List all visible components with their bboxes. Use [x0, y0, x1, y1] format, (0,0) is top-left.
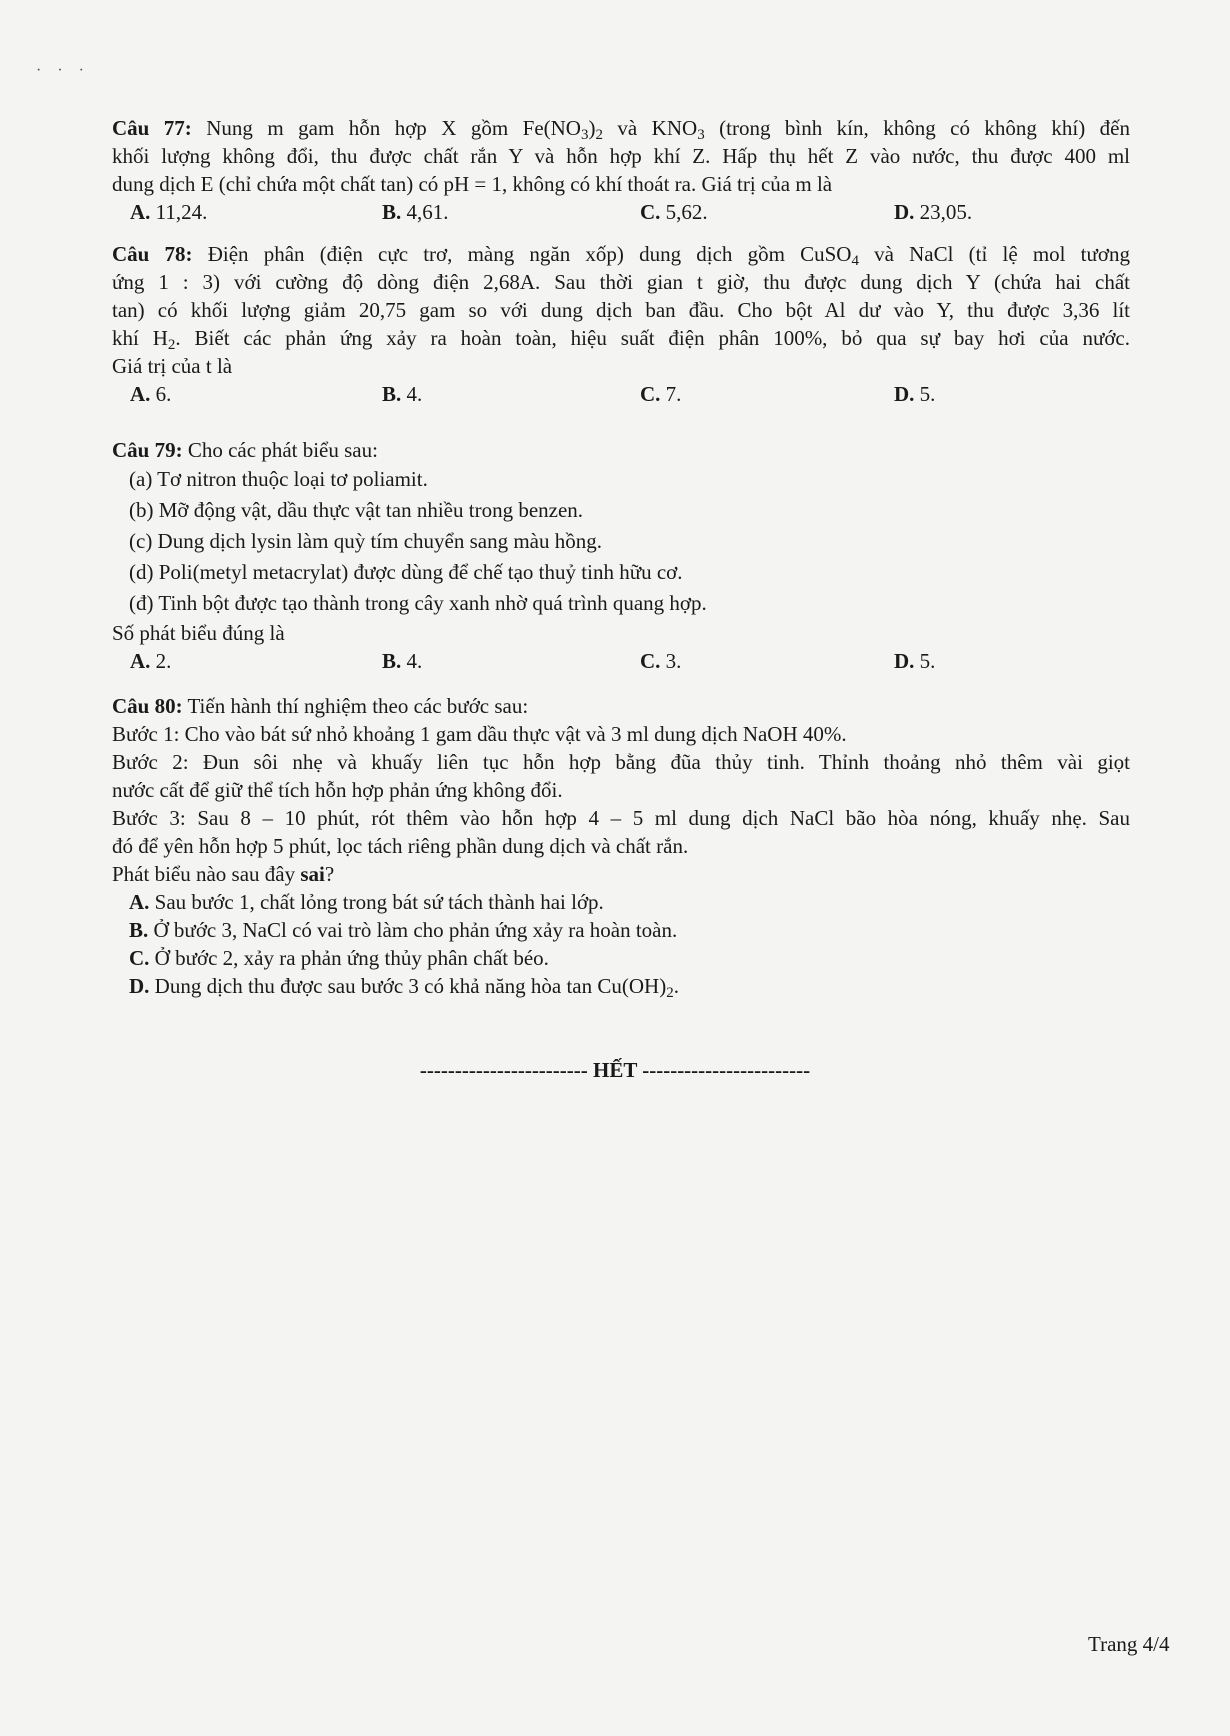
q79-statement-b: (b) Mỡ động vật, dầu thực vật tan nhiều trong benzen.: [129, 498, 584, 522]
q79-option-c: C. 3.: [640, 649, 682, 673]
page-number: Trang 4/4: [1088, 1632, 1170, 1656]
question-80: [112, 692, 1130, 1000]
q78-line1: Câu 78: Điện phân (điện cực trơ, màng ngăn xốp) dung dịch gồm CuSO$_4$ và NaCl (tỉ lệ mol tương: [112, 242, 1130, 269]
scan-specks: · · ·: [36, 62, 90, 79]
q79-option-b: B. 4.: [382, 649, 423, 673]
q79-statement-c: (c) Dung dịch lysin làm quỳ tím chuyển sang màu hồng.: [129, 529, 603, 553]
q79-intro: Câu 79: Cho các phát biểu sau:: [112, 438, 378, 462]
q78-option-b: B. 4.: [382, 382, 423, 406]
q79-label: Câu 79:: [112, 438, 183, 462]
q80-option-a: A. Sau bước 1, chất lỏng trong bát sứ tách thành hai lớp.: [129, 890, 604, 914]
q79-statement-d: (d) Poli(metyl metacrylat) được dùng để chế tạo thuỷ tinh hữu cơ.: [129, 560, 683, 584]
q77-option-b: B. 4,61.: [382, 200, 449, 224]
q78-line4: khí $H_2$. Biết các phản ứng xảy ra hoàn toàn, hiệu suất điện phân 100%, bỏ qua sự bay hơi của nước.: [112, 326, 1130, 353]
q78-options: [112, 380, 1130, 408]
end-mark: ------------------------ HẾT ------------------------: [419, 1058, 811, 1082]
q80-option-b: B. Ở bước 3, NaCl có vai trò làm cho phản ứng xảy ra hoàn toàn.: [129, 918, 678, 942]
q78-option-c: C. 7.: [640, 382, 682, 406]
q78-option-d: D. 5.: [894, 382, 936, 406]
q77-line2: khối lượng không đổi, thu được chất rắn Y và hỗn hợp khí Z. Hấp thụ hết Z vào nước, thu được 400 ml: [112, 144, 1130, 168]
q78-line5: Giá trị của t là: [112, 354, 233, 378]
q77-line3: dung dịch E (chỉ chứa một chất tan) có pH = 1, không có khí thoát ra. Giá trị của m là: [112, 172, 833, 196]
q77-line1: Câu 77: Nung m gam hỗn hợp X gồm $Fe(NO_3)_2$ và $KNO_3$ (trong bình kín, không có không khí) đến: [112, 116, 1130, 143]
q80-step1: Bước 1: Cho vào bát sứ nhỏ khoảng 1 gam dầu thực vật và 3 ml dung dịch NaOH 40%.: [112, 722, 847, 746]
q77-option-c: C. 5,62.: [640, 200, 708, 224]
q78-option-a: A. 6.: [130, 382, 172, 406]
q79-statement-a: (a) Tơ nitron thuộc loại tơ poliamit.: [129, 467, 428, 491]
q78-line3: tan) có khối lượng giảm 20,75 gam so với dung dịch ban đầu. Cho bột Al dư vào Y, thu được 3,36 lít: [112, 298, 1130, 322]
question-79: [112, 436, 1130, 675]
q79-options: [112, 647, 1130, 675]
q78-line2: ứng 1 : 3) với cường độ dòng điện 2,68A. Sau thời gian t giờ, thu được dung dịch Y (chứa hai chất: [112, 270, 1130, 294]
q79-option-d: D. 5.: [894, 649, 936, 673]
q80-step2-line1: Bước 2: Đun sôi nhẹ và khuấy liên tục hỗn hợp bằng đũa thủy tinh. Thỉnh thoảng nhỏ thêm vài giọt: [112, 750, 1130, 774]
q80-step2-line2: nước cất để giữ thể tích hỗn hợp phản ứng không đổi.: [112, 778, 563, 802]
q80-step3-line1: Bước 3: Sau 8 – 10 phút, rót thêm vào hỗn hợp 4 – 5 ml dung dịch NaCl bão hòa nóng, khuấy nhẹ. Sau: [112, 806, 1130, 830]
q80-option-d: D. Dung dịch thu được sau bước 3 có khả năng hòa $\tan Cu(OH)_2$.: [129, 974, 679, 1001]
q77-options: [112, 198, 1130, 226]
q79-statement-dd: (đ) Tinh bột được tạo thành trong cây xanh nhờ quá trình quang hợp.: [129, 591, 707, 615]
q79-question: Số phát biểu đúng là: [112, 621, 285, 645]
q80-step3-line2: đó để yên hỗn hợp 5 phút, lọc tách riêng phần dung dịch và chất rắn.: [112, 834, 689, 858]
q77-option-d: D. 23,05.: [894, 200, 973, 224]
question-78: [112, 240, 1130, 408]
question-77: [112, 114, 1130, 226]
q79-option-a: A. 2.: [130, 649, 172, 673]
q80-intro: Câu 80: Tiến hành thí nghiệm theo các bước sau:: [112, 694, 529, 718]
q80-question: Phát biểu nào sau đây sai?: [112, 862, 335, 886]
q80-label: Câu 80:: [112, 694, 183, 718]
q77-option-a: A. 11,24.: [130, 200, 208, 224]
q77-label: Câu 77:: [112, 116, 192, 140]
q78-label: Câu 78:: [112, 242, 193, 266]
q80-option-c: C. Ở bước 2, xảy ra phản ứng thủy phân chất béo.: [129, 946, 549, 970]
